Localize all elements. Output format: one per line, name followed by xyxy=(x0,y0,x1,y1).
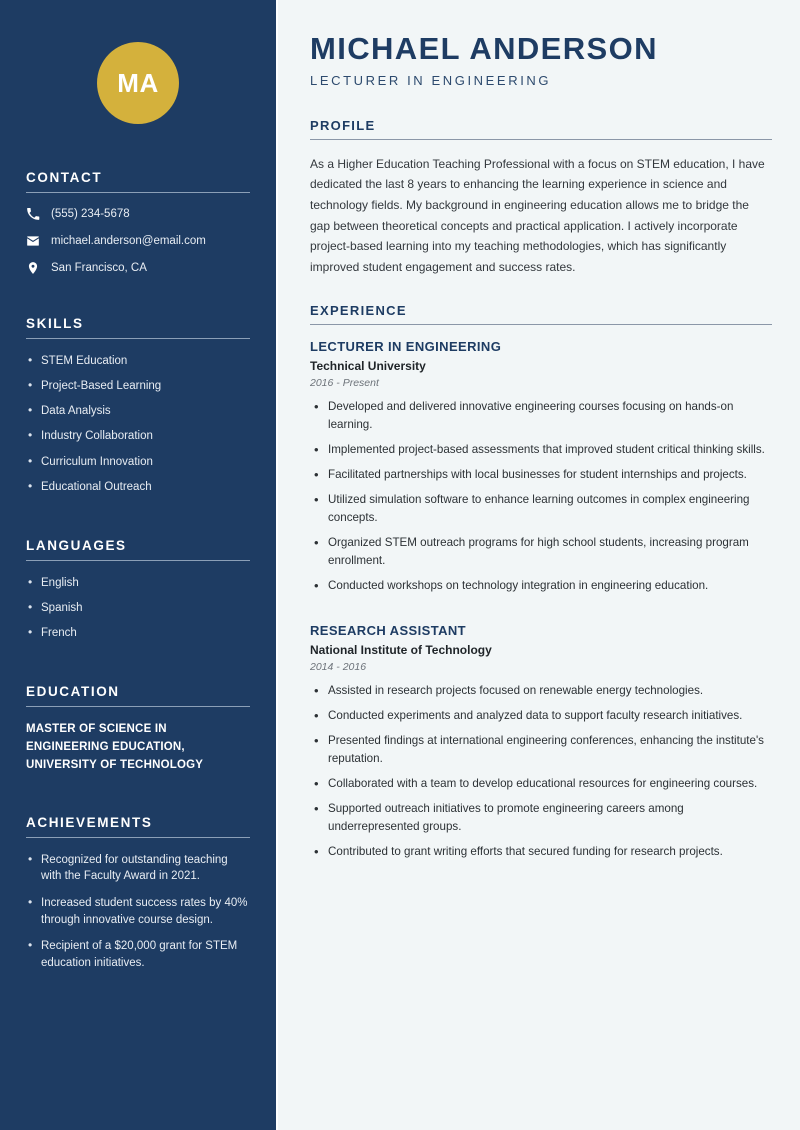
experience-title: RESEARCH ASSISTANT xyxy=(310,623,466,639)
list-item: • Organized STEM outreach programs for high school students, increasing program enrollment. xyxy=(310,534,772,570)
languages-divider xyxy=(26,560,250,561)
profile-text: As a Higher Education Teaching Professional with a focus on STEM education, I have dedicated the last 8 years to enhancing the learning experience in science and technology fields. My background in engineering education allows me to bridge the gap between theoretical concepts and practical application. I actively incorporate project-based learning into my teaching methodologies, which has significantly improved student engagement and success rates. xyxy=(310,156,765,274)
list-item: • Educational Outreach xyxy=(26,479,250,496)
profile-section xyxy=(310,118,772,278)
spacer xyxy=(0,288,276,316)
achievements-divider xyxy=(26,837,250,838)
list-item: • Spanish xyxy=(26,600,250,617)
list-item: • STEM Education xyxy=(26,353,250,370)
skills-section xyxy=(0,316,276,496)
page-title: MICHAEL ANDERSON xyxy=(310,31,658,66)
languages-list xyxy=(26,575,250,642)
experience-dates: 2014 - 2016 xyxy=(310,661,367,674)
avatar: MA xyxy=(97,42,179,124)
list-item: • English xyxy=(26,575,250,592)
contact-phone-row[interactable] xyxy=(26,207,250,222)
list-item: • Utilized simulation software to enhance learning outcomes in complex engineering concepts. xyxy=(310,491,772,527)
achievements-heading: ACHIEVEMENTS xyxy=(26,814,153,830)
list-item: • Presented findings at international engineering conferences, enhancing the institute's reputation. xyxy=(310,732,772,768)
experience-organization: National Institute of Technology xyxy=(310,643,492,658)
skills-heading: SKILLS xyxy=(26,315,84,331)
experience-bullets xyxy=(310,682,772,861)
list-item: • Conducted experiments and analyzed data to support faculty research initiatives. xyxy=(310,707,772,725)
experience-entry xyxy=(310,339,772,595)
languages-section xyxy=(0,538,276,642)
education-divider xyxy=(26,706,250,707)
avatar-container xyxy=(0,0,276,170)
list-item: • Increased student success rates by 40% through innovative course design. xyxy=(26,895,250,928)
skills-divider xyxy=(26,338,250,339)
list-item: • Contributed to grant writing efforts that secured funding for research projects. xyxy=(310,843,772,861)
spacer xyxy=(0,775,276,815)
contact-section xyxy=(0,170,276,276)
list-item: • French xyxy=(26,625,250,642)
list-item: • Industry Collaboration xyxy=(26,428,250,445)
experience-dates: 2016 - Present xyxy=(310,377,379,390)
languages-heading: LANGUAGES xyxy=(26,537,127,553)
experience-bullets xyxy=(310,398,772,595)
spacer xyxy=(0,650,276,684)
main-content xyxy=(278,0,800,1130)
sidebar xyxy=(0,0,278,1130)
contact-location-value: San Francisco, CA xyxy=(51,261,147,274)
spacer xyxy=(310,611,772,623)
achievements-section xyxy=(0,815,276,972)
contact-location-row[interactable] xyxy=(26,261,250,276)
education-heading: EDUCATION xyxy=(26,684,120,700)
contact-heading: CONTACT xyxy=(26,170,103,185)
experience-title: LECTURER IN ENGINEERING xyxy=(310,339,502,355)
list-item: • Recognized for outstanding teaching with the Faculty Award in 2021. xyxy=(26,852,250,885)
contact-divider xyxy=(26,192,250,193)
profile-heading: PROFILE xyxy=(310,117,376,133)
envelope-icon xyxy=(26,234,40,248)
contact-email-row[interactable] xyxy=(26,234,250,249)
experience-divider xyxy=(310,324,772,325)
experience-entry xyxy=(310,623,772,861)
contact-email-value: michael.anderson@email.com xyxy=(51,234,206,247)
list-item: • Supported outreach initiatives to promote engineering careers among underrepresented groups. xyxy=(310,800,772,836)
phone-icon xyxy=(26,207,40,221)
list-item: • Implemented project-based assessments that improved student critical thinking skills. xyxy=(310,441,772,459)
list-item: • Data Analysis xyxy=(26,403,250,420)
list-item: • Developed and delivered innovative engineering courses focusing on hands-on learning. xyxy=(310,398,772,434)
list-item: • Project-Based Learning xyxy=(26,378,250,395)
list-item: • Assisted in research projects focused on renewable energy technologies. xyxy=(310,682,772,700)
skills-list xyxy=(26,353,250,496)
list-item: • Conducted workshops on technology integration in engineering education. xyxy=(310,577,772,595)
experience-organization: Technical University xyxy=(310,359,426,374)
experience-section xyxy=(310,303,772,860)
education-degree: MASTER OF SCIENCE IN ENGINEERING EDUCATION, UNIVERSITY OF TECHNOLOGY xyxy=(26,723,204,771)
profile-divider xyxy=(310,139,772,140)
contact-phone-value: (555) 234-5678 xyxy=(51,208,130,220)
list-item: • Collaborated with a team to develop educational resources for engineering courses. xyxy=(310,775,772,793)
list-item: • Facilitated partnerships with local businesses for student internships and projects. xyxy=(310,466,772,484)
job-subtitle: LECTURER IN ENGINEERING xyxy=(310,72,552,88)
achievements-list xyxy=(26,852,250,972)
experience-heading: EXPERIENCE xyxy=(310,303,407,319)
list-item: • Curriculum Innovation xyxy=(26,454,250,471)
education-section xyxy=(0,684,276,774)
map-pin-icon xyxy=(26,261,40,275)
list-item: • Recipient of a $20,000 grant for STEM education initiatives. xyxy=(26,938,250,971)
spacer xyxy=(0,504,276,538)
